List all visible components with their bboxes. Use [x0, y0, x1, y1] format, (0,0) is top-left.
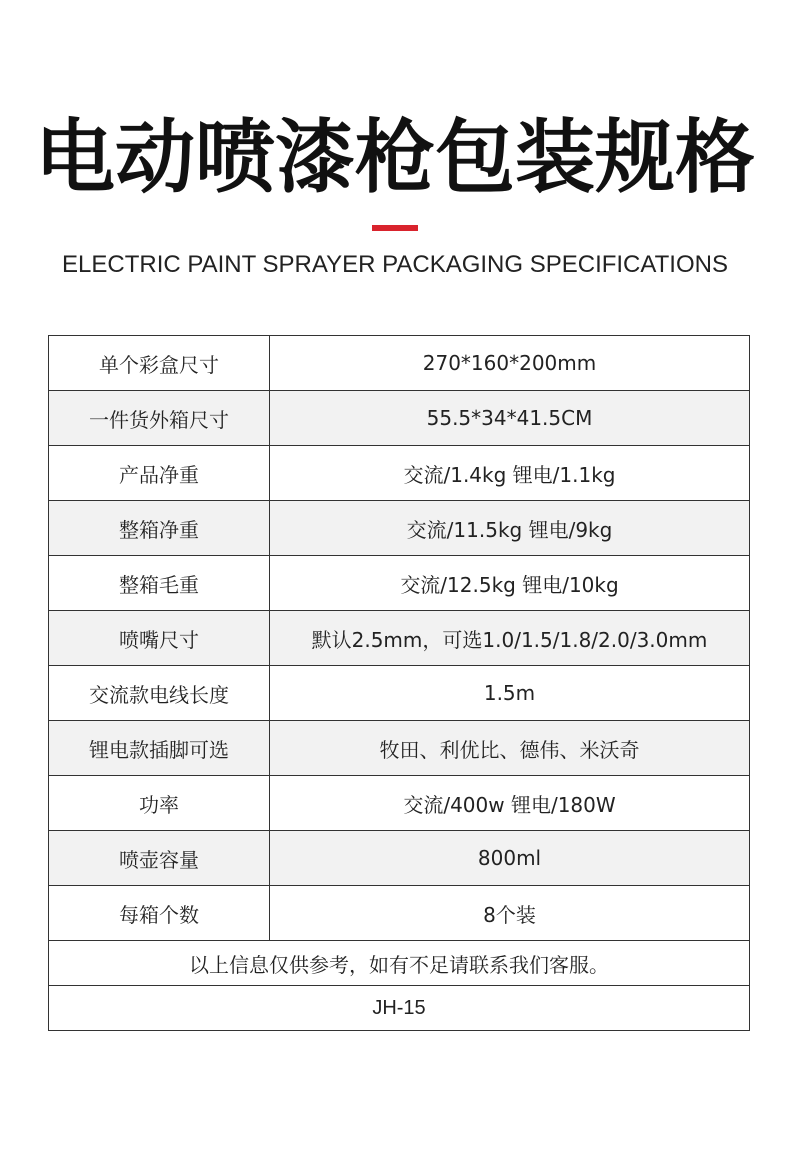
spec-row-nozzle-size: [49, 611, 750, 666]
spec-label: 喷嘴尺寸: [49, 611, 270, 666]
spec-value: 交流/400w 锂电/180W: [270, 776, 750, 831]
spec-value: 默认2.5mm，可选1.0/1.5/1.8/2.0/3.0mm: [270, 611, 750, 666]
spec-label: 喷壶容量: [49, 831, 270, 886]
spec-value: 270*160*200mm: [270, 336, 750, 391]
spec-label: 整箱净重: [49, 501, 270, 556]
spec-label: 一件货外箱尺寸: [49, 391, 270, 446]
spec-value: 800ml: [270, 831, 750, 886]
spec-row-carton-size: [49, 391, 750, 446]
model-number: JH-15: [49, 986, 750, 1031]
spec-label: 锂电款插脚可选: [49, 721, 270, 776]
spec-table-body: [49, 336, 750, 1031]
spec-row-carton-gross-weight: [49, 556, 750, 611]
spec-row-battery-adapter: [49, 721, 750, 776]
spec-value: 交流/11.5kg 锂电/9kg: [270, 501, 750, 556]
spec-value: 交流/12.5kg 锂电/10kg: [270, 556, 750, 611]
spec-label: 每箱个数: [49, 886, 270, 941]
spec-table: [48, 335, 750, 1031]
model-row: [49, 986, 750, 1031]
spec-row-carton-net-weight: [49, 501, 750, 556]
note-row: [49, 941, 750, 986]
spec-row-box-size: [49, 336, 750, 391]
spec-label: 功率: [49, 776, 270, 831]
spec-label: 单个彩盒尺寸: [49, 336, 270, 391]
spec-row-product-net-weight: [49, 446, 750, 501]
spec-label: 整箱毛重: [49, 556, 270, 611]
spec-label: 产品净重: [49, 446, 270, 501]
disclaimer-note: 以上信息仅供参考，如有不足请联系我们客服。: [49, 941, 750, 986]
page-title: 电动喷漆枪包装规格: [35, 111, 755, 204]
page-subtitle: ELECTRIC PAINT SPRAYER PACKAGING SPECIFICATIONS: [62, 251, 728, 278]
spec-row-power: [49, 776, 750, 831]
spec-row-container-capacity: [49, 831, 750, 886]
spec-value: 1.5m: [270, 666, 750, 721]
spec-value: 55.5*34*41.5CM: [270, 391, 750, 446]
spec-row-cord-length: [49, 666, 750, 721]
title-accent-bar: [372, 225, 418, 231]
spec-value: 8个装: [270, 886, 750, 941]
spec-row-units-per-carton: [49, 886, 750, 941]
spec-value: 牧田、利优比、德伟、米沃奇: [270, 721, 750, 776]
spec-value: 交流/1.4kg 锂电/1.1kg: [270, 446, 750, 501]
spec-label: 交流款电线长度: [49, 666, 270, 721]
